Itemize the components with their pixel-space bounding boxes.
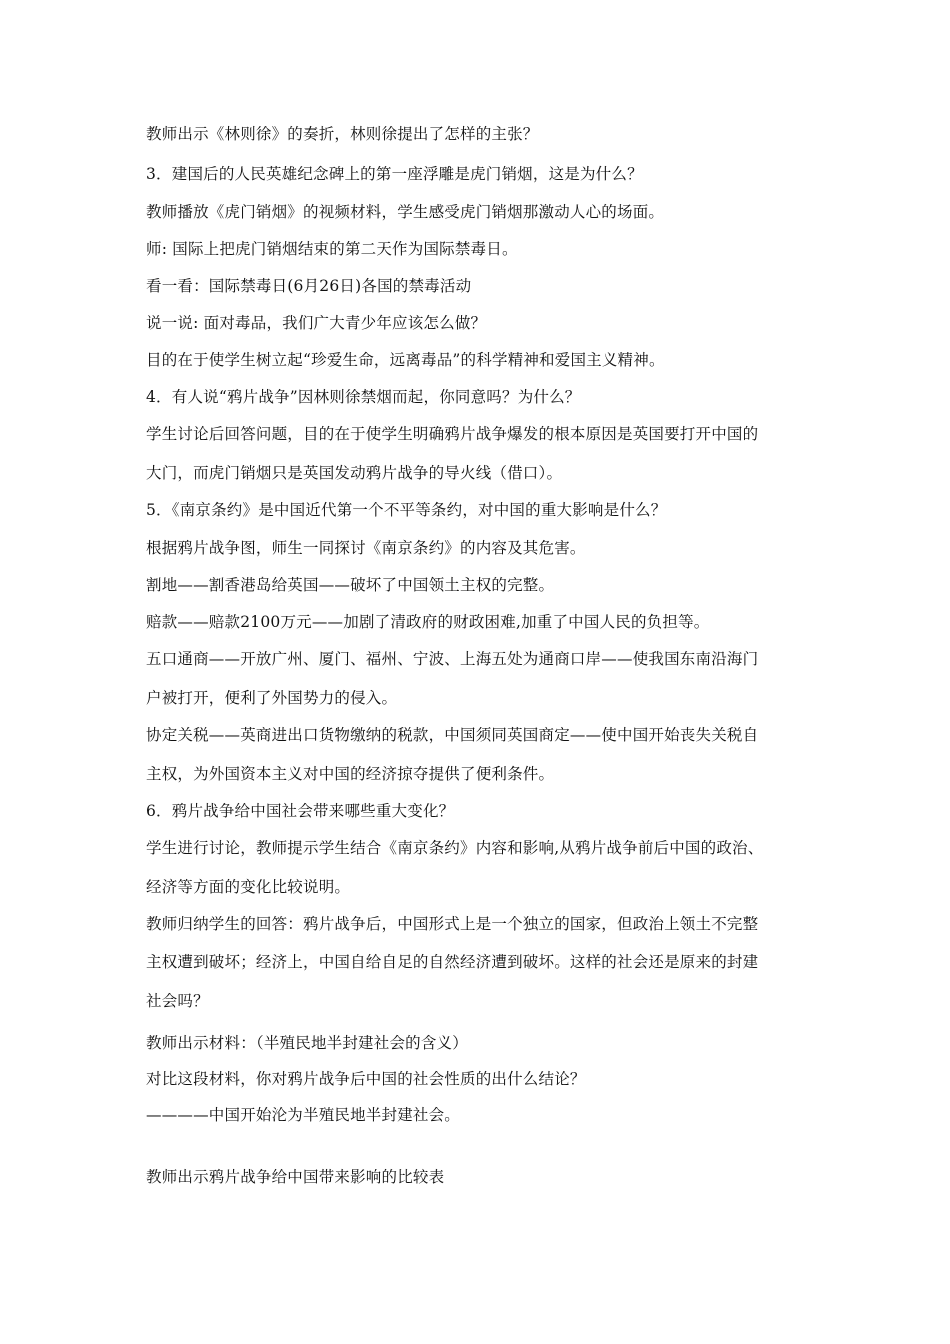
text-line: 教师归纳学生的回答：鸦片战争后，中国形式上是一个独立的国家，但政治上领土不完整 xyxy=(146,915,759,933)
text-line: 户被打开，便利了外国势力的侵入。 xyxy=(146,689,398,707)
text-line: 教师出示鸦片战争给中国带来影响的比较表 xyxy=(146,1168,445,1186)
text-line: 看一看：国际禁毒日(6月26日)各国的禁毒活动 xyxy=(146,277,472,295)
text-line: 目的在于使学生树立起“珍爱生命，远离毒品”的科学精神和爱国主义精神。 xyxy=(146,351,665,369)
question-heading: 4．有人说“鸦片战争”因林则徐禁烟而起，你同意吗？为什么？ xyxy=(146,388,581,406)
text-line: 经济等方面的变化比较说明。 xyxy=(146,878,351,896)
text-line: 对比这段材料，你对鸦片战争后中国的社会性质的出什么结论？ xyxy=(146,1070,586,1088)
text-line: 根据鸦片战争图，师生一同探讨《南京条约》的内容及其危害。 xyxy=(146,539,586,557)
text-line: ————中国开始沦为半殖民地半封建社会。 xyxy=(146,1106,461,1124)
text-line: 教师出示材料：（半殖民地半封建社会的含义） xyxy=(146,1034,468,1052)
question-heading: 3．建国后的人民英雄纪念碑上的第一座浮雕是虎门销烟，这是为什么？ xyxy=(146,165,643,183)
text-line: 协定关税——英商进出口货物缴纳的税款，中国须同英国商定——使中国开始丧失关税自 xyxy=(146,726,759,744)
text-line: 学生讨论后回答问题，目的在于使学生明确鸦片战争爆发的根本原因是英国要打开中国的 xyxy=(146,425,759,443)
text-line: 五口通商——开放广州、厦门、福州、宁波、上海五处为通商口岸——使我国东南沿海门 xyxy=(146,650,759,668)
text-line: 大门，而虎门销烟只是英国发动鸦片战争的导火线（借口）。 xyxy=(146,464,563,482)
text-line: 主权，为外国资本主义对中国的经济掠夺提供了便利条件。 xyxy=(146,765,555,783)
text-line: 说一说: 面对毒品，我们广大青少年应该怎么做？ xyxy=(146,314,487,332)
text-line: 主权遭到破坏；经济上，中国自给自足的自然经济遭到破坏。这样的社会还是原来的封建 xyxy=(146,953,759,971)
text-line: 社会吗？ xyxy=(146,992,209,1010)
text-line: 师: 国际上把虎门销烟结束的第二天作为国际禁毒日。 xyxy=(146,240,518,258)
question-heading: 5．《南京条约》是中国近代第一个不平等条约，对中国的重大影响是什么？ xyxy=(146,501,667,519)
text-line: 割地——割香港岛给英国——破坏了中国领土主权的完整。 xyxy=(146,576,555,594)
question-heading: 6．鸦片战争给中国社会带来哪些重大变化？ xyxy=(146,802,455,820)
text-line: 教师出示《林则徐》的奏折，林则徐提出了怎样的主张？ xyxy=(146,125,539,143)
text-line: 赔款——赔款2100万元——加剧了清政府的财政困难,加重了中国人民的负担等。 xyxy=(146,613,710,631)
text-line: 学生进行讨论，教师提示学生结合《南京条约》内容和影响,从鸦片战争前后中国的政治、 xyxy=(146,839,764,857)
text-line: 教师播放《虎门销烟》的视频材料，学生感受虎门销烟那激动人心的场面。 xyxy=(146,203,665,221)
